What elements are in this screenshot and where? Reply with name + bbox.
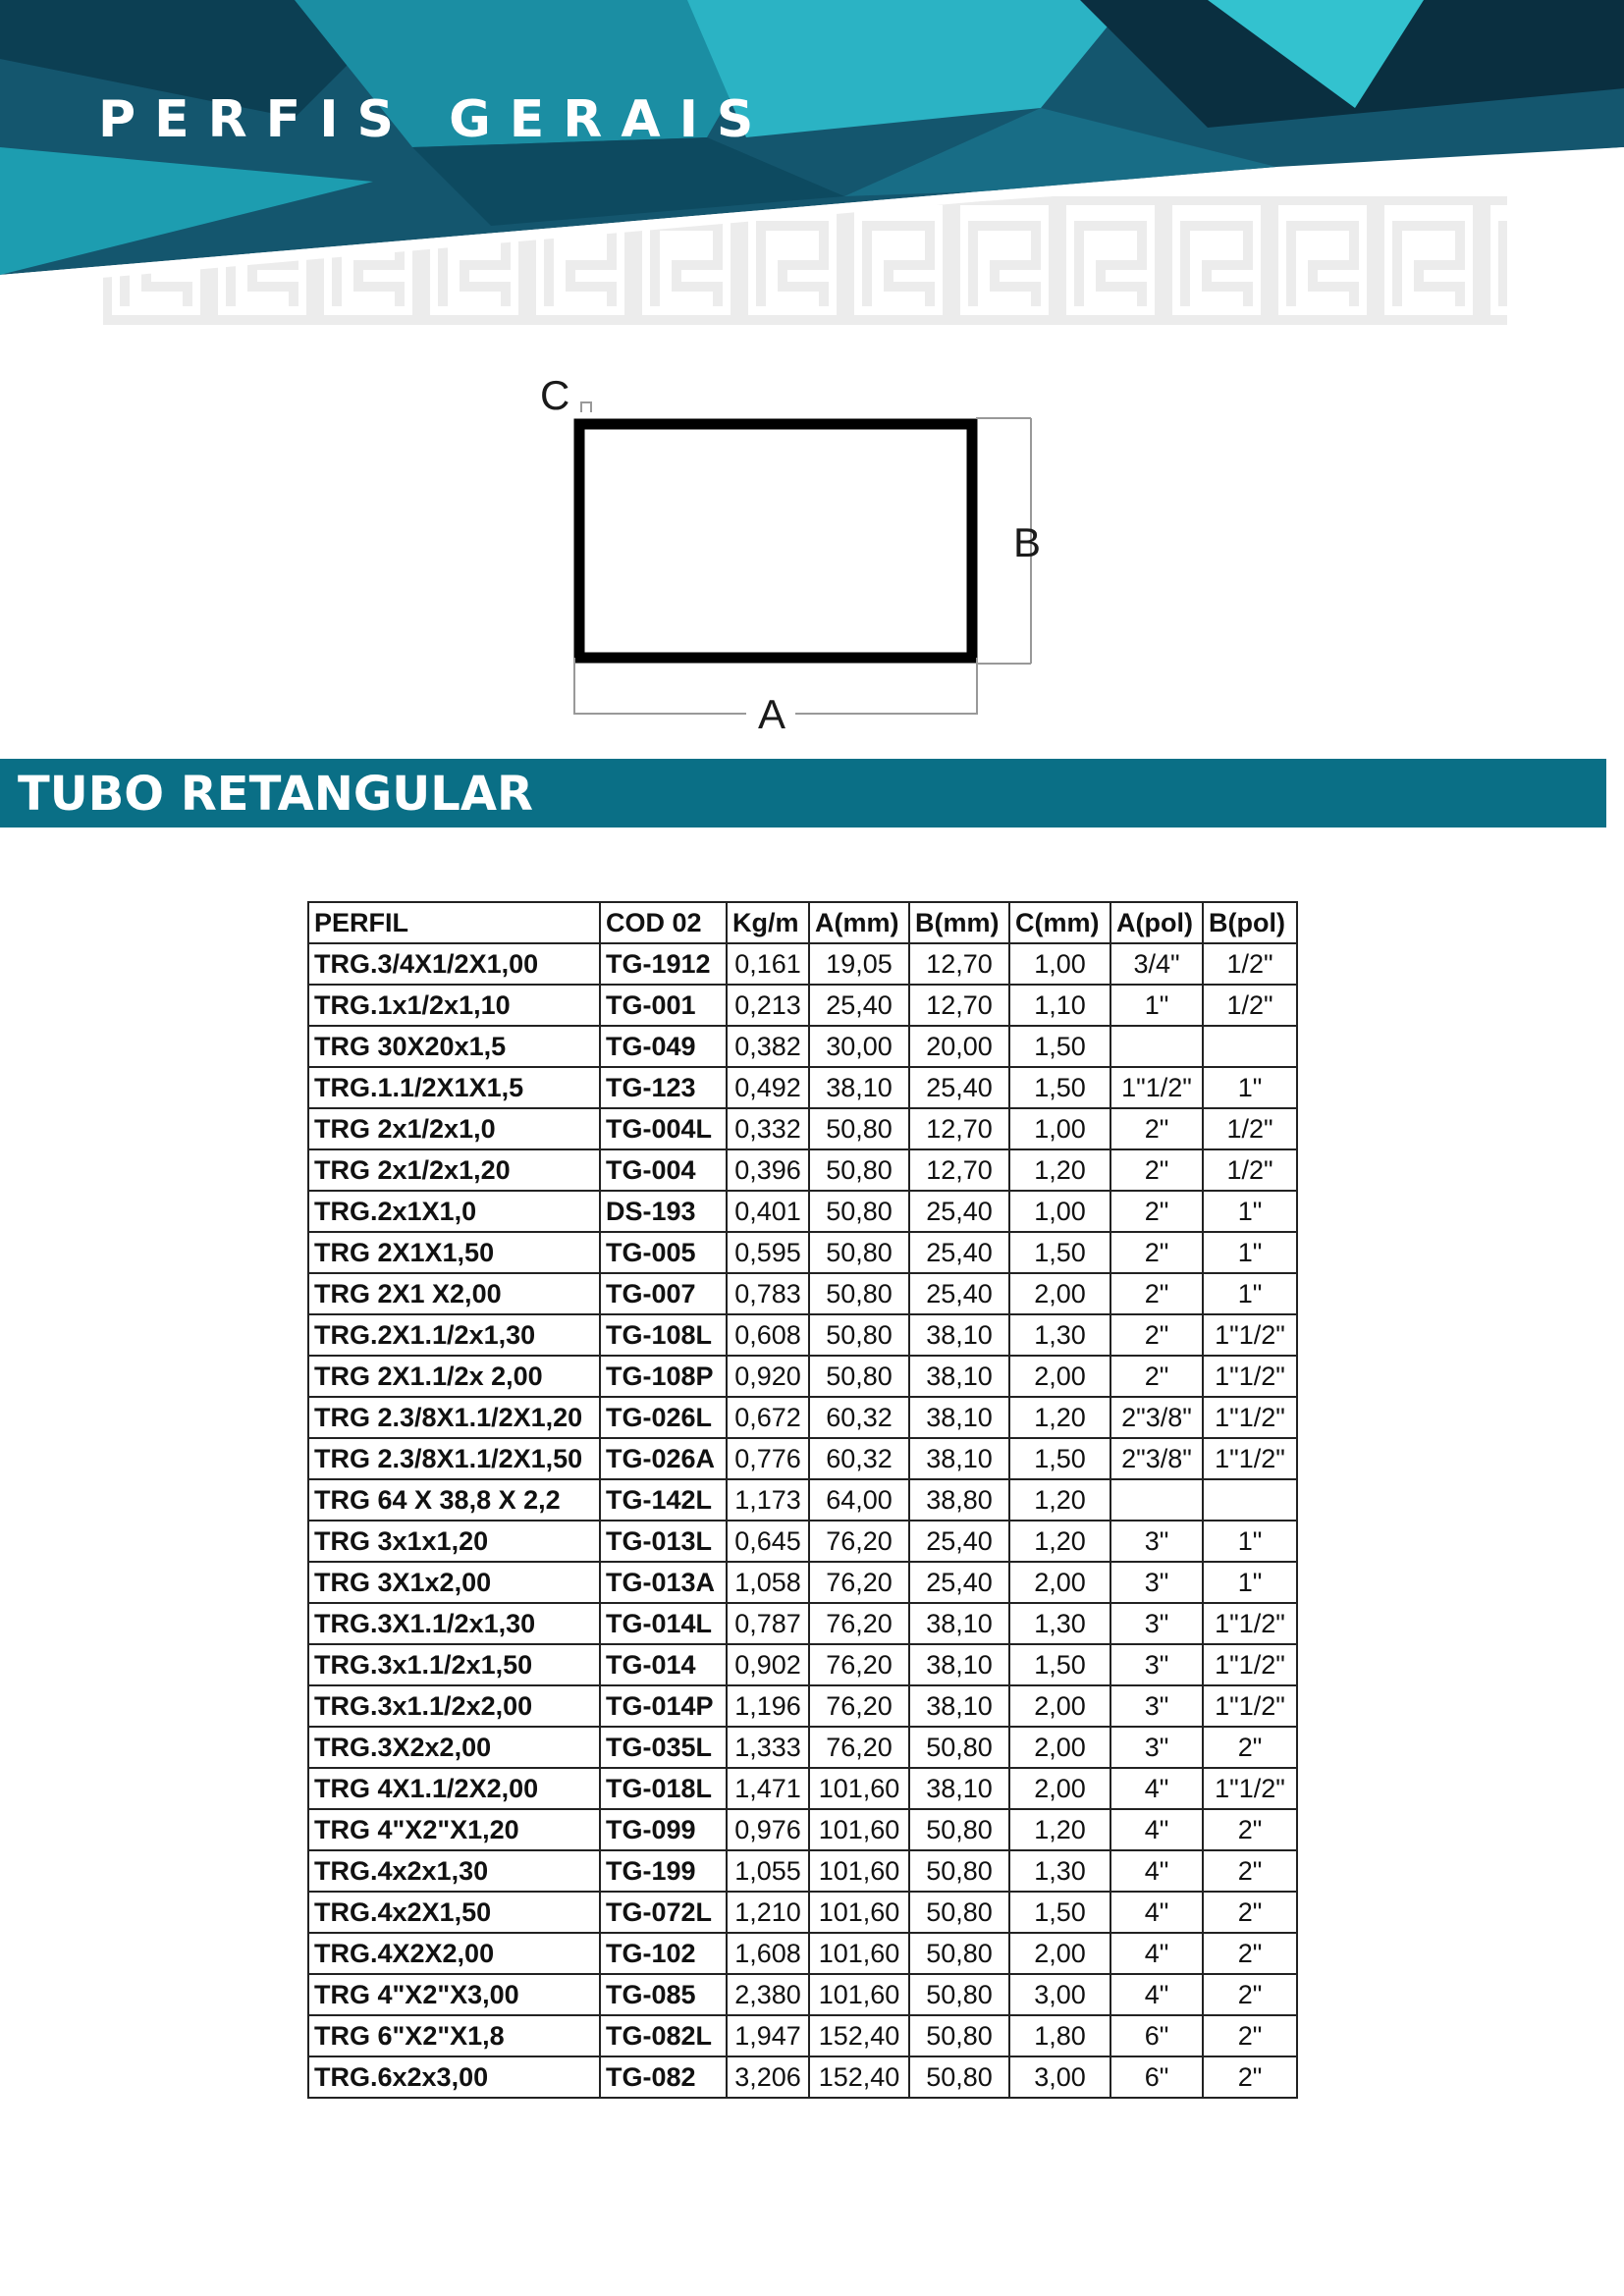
- cell-perfil: TRG.4X2X2,00: [308, 1933, 600, 1974]
- cell-cod: TG-1912: [600, 943, 727, 985]
- banner-graphic: [0, 0, 1624, 334]
- cell-b-pol: 2": [1203, 1727, 1297, 1768]
- cell-cod: DS-193: [600, 1191, 727, 1232]
- cell-a-pol: 2": [1110, 1356, 1203, 1397]
- cell-b-mm: 38,10: [909, 1314, 1009, 1356]
- cell-a-mm: 50,80: [809, 1108, 909, 1149]
- column-header-perfil: PERFIL: [308, 902, 600, 943]
- cell-cod: TG-026L: [600, 1397, 727, 1438]
- cell-a-mm: 50,80: [809, 1149, 909, 1191]
- cell-a-mm: 19,05: [809, 943, 909, 985]
- cell-b-pol: 2": [1203, 2015, 1297, 2056]
- cell-kg-m: 1,196: [727, 1685, 809, 1727]
- cell-perfil: TRG 3X1x2,00: [308, 1562, 600, 1603]
- cell-b-mm: 12,70: [909, 943, 1009, 985]
- cell-perfil: TRG 2X1.1/2x 2,00: [308, 1356, 600, 1397]
- cell-a-pol: 2": [1110, 1314, 1203, 1356]
- cell-c-mm: 1,10: [1009, 985, 1110, 1026]
- cell-b-mm: 38,10: [909, 1768, 1009, 1809]
- cell-b-mm: 25,40: [909, 1562, 1009, 1603]
- cell-kg-m: 2,380: [727, 1974, 809, 2015]
- cell-b-pol: 1"1/2": [1203, 1314, 1297, 1356]
- table-row: [308, 1521, 1297, 1562]
- cell-kg-m: 1,608: [727, 1933, 809, 1974]
- cell-b-mm: 38,10: [909, 1603, 1009, 1644]
- cell-a-pol: 4": [1110, 1974, 1203, 2015]
- cell-c-mm: 1,30: [1009, 1603, 1110, 1644]
- cell-cod: TG-049: [600, 1026, 727, 1067]
- cell-kg-m: 0,401: [727, 1191, 809, 1232]
- header-banner: [0, 0, 1624, 334]
- cell-perfil: TRG 2x1/2x1,0: [308, 1108, 600, 1149]
- cell-a-pol: 3/4": [1110, 943, 1203, 985]
- cell-b-pol: 1/2": [1203, 985, 1297, 1026]
- cell-b-mm: 38,10: [909, 1397, 1009, 1438]
- cell-a-mm: 101,60: [809, 1892, 909, 1933]
- section-title: TUBO RETANGULAR: [18, 767, 533, 822]
- cell-b-mm: 50,80: [909, 2015, 1009, 2056]
- cell-cod: TG-035L: [600, 1727, 727, 1768]
- cell-a-pol: 6": [1110, 2015, 1203, 2056]
- cell-kg-m: 1,471: [727, 1768, 809, 1809]
- cell-a-mm: 101,60: [809, 1974, 909, 2015]
- cell-kg-m: 0,332: [727, 1108, 809, 1149]
- column-header-kg-m: Kg/m: [727, 902, 809, 943]
- cell-perfil: TRG.1.1/2X1X1,5: [308, 1067, 600, 1108]
- cell-cod: TG-005: [600, 1232, 727, 1273]
- cell-perfil: TRG.3x1.1/2x1,50: [308, 1644, 600, 1685]
- cell-a-pol: 3": [1110, 1562, 1203, 1603]
- cell-b-mm: 12,70: [909, 1149, 1009, 1191]
- cell-b-pol: 1"1/2": [1203, 1685, 1297, 1727]
- cell-b-mm: 12,70: [909, 985, 1009, 1026]
- cell-a-mm: 50,80: [809, 1314, 909, 1356]
- cell-b-mm: 25,40: [909, 1232, 1009, 1273]
- cell-b-mm: 25,40: [909, 1067, 1009, 1108]
- table-row: [308, 985, 1297, 1026]
- table-row: [308, 1108, 1297, 1149]
- cell-a-pol: 4": [1110, 1892, 1203, 1933]
- table-row: [308, 1809, 1297, 1850]
- cell-kg-m: 1,058: [727, 1562, 809, 1603]
- cell-kg-m: 1,173: [727, 1479, 809, 1521]
- cell-b-mm: 50,80: [909, 1892, 1009, 1933]
- cell-c-mm: 2,00: [1009, 1768, 1110, 1809]
- label-a: A: [758, 691, 786, 737]
- cell-c-mm: 1,50: [1009, 1438, 1110, 1479]
- table-row: [308, 1232, 1297, 1273]
- cell-a-mm: 30,00: [809, 1026, 909, 1067]
- cell-a-mm: 76,20: [809, 1727, 909, 1768]
- cell-a-pol: 3": [1110, 1521, 1203, 1562]
- cell-a-pol: 4": [1110, 1809, 1203, 1850]
- cell-kg-m: 0,783: [727, 1273, 809, 1314]
- cell-b-pol: 1"1/2": [1203, 1644, 1297, 1685]
- cell-b-pol: 1": [1203, 1273, 1297, 1314]
- cell-b-pol: 2": [1203, 2056, 1297, 2098]
- profile-diagram: [511, 363, 1060, 746]
- cell-a-pol: 4": [1110, 1768, 1203, 1809]
- cell-c-mm: 2,00: [1009, 1727, 1110, 1768]
- cell-b-pol: 2": [1203, 1974, 1297, 2015]
- cell-b-mm: 50,80: [909, 1933, 1009, 1974]
- table-row: [308, 2056, 1297, 2098]
- cell-b-mm: 12,70: [909, 1108, 1009, 1149]
- spec-table: [307, 901, 1298, 2099]
- cell-kg-m: 0,396: [727, 1149, 809, 1191]
- cell-c-mm: 2,00: [1009, 1685, 1110, 1727]
- cell-c-mm: 1,30: [1009, 1850, 1110, 1892]
- cell-cod: TG-082L: [600, 2015, 727, 2056]
- table-header-row: [308, 902, 1297, 943]
- cell-cod: TG-108L: [600, 1314, 727, 1356]
- cell-b-mm: 38,10: [909, 1685, 1009, 1727]
- cell-cod: TG-026A: [600, 1438, 727, 1479]
- cell-perfil: TRG 6"X2"X1,8: [308, 2015, 600, 2056]
- cell-b-mm: 38,10: [909, 1356, 1009, 1397]
- cell-a-pol: 2": [1110, 1232, 1203, 1273]
- cell-c-mm: 1,50: [1009, 1067, 1110, 1108]
- cell-b-pol: 2": [1203, 1809, 1297, 1850]
- column-header-c-mm: C(mm): [1009, 902, 1110, 943]
- cell-cod: TG-014P: [600, 1685, 727, 1727]
- cell-b-mm: 50,80: [909, 1727, 1009, 1768]
- table-row: [308, 1974, 1297, 2015]
- table-row: [308, 1149, 1297, 1191]
- cell-c-mm: 1,50: [1009, 1232, 1110, 1273]
- cell-cod: TG-018L: [600, 1768, 727, 1809]
- rectangular-tube-drawing: [511, 363, 1060, 746]
- cell-perfil: TRG 4"X2"X3,00: [308, 1974, 600, 2015]
- cell-kg-m: 1,947: [727, 2015, 809, 2056]
- cell-perfil: TRG.2x1X1,0: [308, 1191, 600, 1232]
- cell-a-mm: 50,80: [809, 1356, 909, 1397]
- cell-kg-m: 0,608: [727, 1314, 809, 1356]
- cell-kg-m: 0,920: [727, 1356, 809, 1397]
- table-row: [308, 1397, 1297, 1438]
- cell-cod: TG-004: [600, 1149, 727, 1191]
- spec-table-container: [307, 901, 1298, 2099]
- column-header-a-pol: A(pol): [1110, 902, 1203, 943]
- cell-a-pol: 1": [1110, 985, 1203, 1026]
- cell-perfil: TRG.1x1/2x1,10: [308, 985, 600, 1026]
- cell-a-pol: 2": [1110, 1273, 1203, 1314]
- cell-a-mm: 101,60: [809, 1768, 909, 1809]
- cell-perfil: TRG.3x1.1/2x2,00: [308, 1685, 600, 1727]
- cell-a-mm: 76,20: [809, 1521, 909, 1562]
- cell-b-pol: 1"1/2": [1203, 1438, 1297, 1479]
- table-row: [308, 1191, 1297, 1232]
- cell-b-mm: 38,80: [909, 1479, 1009, 1521]
- cell-kg-m: 0,776: [727, 1438, 809, 1479]
- cell-b-pol: 1"1/2": [1203, 1397, 1297, 1438]
- cell-b-mm: 50,80: [909, 2056, 1009, 2098]
- cell-c-mm: 3,00: [1009, 1974, 1110, 2015]
- cell-a-mm: 152,40: [809, 2015, 909, 2056]
- cell-b-mm: 50,80: [909, 1974, 1009, 2015]
- cell-c-mm: 1,00: [1009, 1191, 1110, 1232]
- cell-kg-m: 0,787: [727, 1603, 809, 1644]
- cell-c-mm: 1,20: [1009, 1521, 1110, 1562]
- table-row: [308, 1438, 1297, 1479]
- cell-cod: TG-099: [600, 1809, 727, 1850]
- cell-cod: TG-108P: [600, 1356, 727, 1397]
- cell-a-mm: 60,32: [809, 1438, 909, 1479]
- cell-b-mm: 20,00: [909, 1026, 1009, 1067]
- cell-a-mm: 50,80: [809, 1232, 909, 1273]
- banner-title: PERFIS GERAIS: [98, 90, 773, 149]
- cell-b-pol: 1/2": [1203, 1149, 1297, 1191]
- table-row: [308, 1026, 1297, 1067]
- cell-perfil: TRG 2X1 X2,00: [308, 1273, 600, 1314]
- cell-c-mm: 1,50: [1009, 1892, 1110, 1933]
- cell-cod: TG-123: [600, 1067, 727, 1108]
- cell-a-mm: 76,20: [809, 1685, 909, 1727]
- cell-c-mm: 2,00: [1009, 1273, 1110, 1314]
- cell-b-pol: 1"1/2": [1203, 1356, 1297, 1397]
- cell-c-mm: 3,00: [1009, 2056, 1110, 2098]
- table-row: [308, 943, 1297, 985]
- table-row: [308, 1768, 1297, 1809]
- cell-cod: TG-007: [600, 1273, 727, 1314]
- cell-perfil: TRG 4"X2"X1,20: [308, 1809, 600, 1850]
- cell-perfil: TRG.3/4X1/2X1,00: [308, 943, 600, 985]
- cell-c-mm: 1,80: [1009, 2015, 1110, 2056]
- table-row: [308, 1603, 1297, 1644]
- cell-b-pol: 1/2": [1203, 1108, 1297, 1149]
- cell-kg-m: 0,976: [727, 1809, 809, 1850]
- cell-cod: TG-142L: [600, 1479, 727, 1521]
- cell-c-mm: 1,20: [1009, 1397, 1110, 1438]
- cell-b-pol: 1": [1203, 1067, 1297, 1108]
- column-header-a-mm: A(mm): [809, 902, 909, 943]
- cell-kg-m: 1,210: [727, 1892, 809, 1933]
- cell-b-pol: 1": [1203, 1562, 1297, 1603]
- cell-a-mm: 50,80: [809, 1191, 909, 1232]
- cell-perfil: TRG 2X1X1,50: [308, 1232, 600, 1273]
- cell-kg-m: 0,645: [727, 1521, 809, 1562]
- cell-c-mm: 1,50: [1009, 1026, 1110, 1067]
- table-row: [308, 1727, 1297, 1768]
- cell-a-mm: 76,20: [809, 1603, 909, 1644]
- cell-c-mm: 2,00: [1009, 1562, 1110, 1603]
- cell-perfil: TRG 3x1x1,20: [308, 1521, 600, 1562]
- cell-a-pol: [1110, 1026, 1203, 1067]
- cell-a-pol: 6": [1110, 2056, 1203, 2098]
- cell-a-pol: 2": [1110, 1149, 1203, 1191]
- cell-kg-m: 1,055: [727, 1850, 809, 1892]
- cell-c-mm: 1,20: [1009, 1149, 1110, 1191]
- cell-a-mm: 64,00: [809, 1479, 909, 1521]
- cell-b-mm: 25,40: [909, 1521, 1009, 1562]
- cell-a-mm: 76,20: [809, 1562, 909, 1603]
- table-row: [308, 1562, 1297, 1603]
- cell-b-pol: 1": [1203, 1521, 1297, 1562]
- cell-b-mm: 25,40: [909, 1273, 1009, 1314]
- cell-c-mm: 2,00: [1009, 1933, 1110, 1974]
- cell-b-pol: 2": [1203, 1933, 1297, 1974]
- table-row: [308, 1273, 1297, 1314]
- table-row: [308, 1685, 1297, 1727]
- cell-a-pol: 4": [1110, 1850, 1203, 1892]
- cell-b-mm: 50,80: [909, 1850, 1009, 1892]
- cell-perfil: TRG.3X2x2,00: [308, 1727, 600, 1768]
- table-row: [308, 1067, 1297, 1108]
- cell-kg-m: 1,333: [727, 1727, 809, 1768]
- cell-a-mm: 76,20: [809, 1644, 909, 1685]
- cell-cod: TG-102: [600, 1933, 727, 1974]
- cell-c-mm: 1,00: [1009, 1108, 1110, 1149]
- cell-kg-m: 0,595: [727, 1232, 809, 1273]
- table-row: [308, 1479, 1297, 1521]
- cell-b-pol: 2": [1203, 1850, 1297, 1892]
- cell-b-pol: 1/2": [1203, 943, 1297, 985]
- cell-kg-m: 0,161: [727, 943, 809, 985]
- table-row: [308, 1356, 1297, 1397]
- table-row: [308, 1850, 1297, 1892]
- cell-a-mm: 101,60: [809, 1933, 909, 1974]
- table-row: [308, 2015, 1297, 2056]
- tube-outline: [579, 424, 972, 658]
- cell-a-pol: [1110, 1479, 1203, 1521]
- cell-a-pol: 4": [1110, 1933, 1203, 1974]
- table-row: [308, 1644, 1297, 1685]
- section-title-bar: [0, 759, 1606, 828]
- cell-cod: TG-013A: [600, 1562, 727, 1603]
- cell-cod: TG-004L: [600, 1108, 727, 1149]
- label-c: C: [540, 372, 570, 418]
- cell-c-mm: 1,30: [1009, 1314, 1110, 1356]
- cell-c-mm: 1,50: [1009, 1644, 1110, 1685]
- cell-c-mm: 1,00: [1009, 943, 1110, 985]
- cell-b-pol: [1203, 1026, 1297, 1067]
- cell-a-pol: 2": [1110, 1108, 1203, 1149]
- cell-kg-m: 0,672: [727, 1397, 809, 1438]
- cell-c-mm: 1,20: [1009, 1809, 1110, 1850]
- cell-a-pol: 3": [1110, 1603, 1203, 1644]
- cell-perfil: TRG 2x1/2x1,20: [308, 1149, 600, 1191]
- table-body: [308, 943, 1297, 2098]
- cell-a-pol: 3": [1110, 1685, 1203, 1727]
- table-row: [308, 1314, 1297, 1356]
- column-header-b-pol: B(pol): [1203, 902, 1297, 943]
- cell-a-pol: 3": [1110, 1644, 1203, 1685]
- cell-b-pol: 1"1/2": [1203, 1603, 1297, 1644]
- cell-perfil: TRG 64 X 38,8 X 2,2: [308, 1479, 600, 1521]
- cell-cod: TG-014L: [600, 1603, 727, 1644]
- cell-a-pol: 1"1/2": [1110, 1067, 1203, 1108]
- label-b: B: [1013, 519, 1042, 565]
- cell-kg-m: 0,492: [727, 1067, 809, 1108]
- table-row: [308, 1892, 1297, 1933]
- cell-perfil: TRG.3X1.1/2x1,30: [308, 1603, 600, 1644]
- cell-perfil: TRG.2X1.1/2x1,30: [308, 1314, 600, 1356]
- cell-perfil: TRG.4x2x1,30: [308, 1850, 600, 1892]
- cell-b-mm: 50,80: [909, 1809, 1009, 1850]
- cell-a-pol: 2"3/8": [1110, 1438, 1203, 1479]
- cell-b-mm: 38,10: [909, 1438, 1009, 1479]
- cell-b-pol: [1203, 1479, 1297, 1521]
- column-header-b-mm: B(mm): [909, 902, 1009, 943]
- cell-a-pol: 2"3/8": [1110, 1397, 1203, 1438]
- column-header-cod: COD 02: [600, 902, 727, 943]
- cell-kg-m: 0,382: [727, 1026, 809, 1067]
- cell-perfil: TRG.4x2X1,50: [308, 1892, 600, 1933]
- cell-a-mm: 152,40: [809, 2056, 909, 2098]
- cell-cod: TG-082: [600, 2056, 727, 2098]
- cell-kg-m: 3,206: [727, 2056, 809, 2098]
- cell-perfil: TRG 2.3/8X1.1/2X1,20: [308, 1397, 600, 1438]
- cell-cod: TG-001: [600, 985, 727, 1026]
- cell-b-mm: 38,10: [909, 1644, 1009, 1685]
- cell-a-pol: 3": [1110, 1727, 1203, 1768]
- cell-a-mm: 25,40: [809, 985, 909, 1026]
- cell-a-mm: 38,10: [809, 1067, 909, 1108]
- cell-perfil: TRG 2.3/8X1.1/2X1,50: [308, 1438, 600, 1479]
- cell-kg-m: 0,902: [727, 1644, 809, 1685]
- cell-perfil: TRG 4X1.1/2X2,00: [308, 1768, 600, 1809]
- table-row: [308, 1933, 1297, 1974]
- cell-b-pol: 1": [1203, 1232, 1297, 1273]
- cell-a-mm: 60,32: [809, 1397, 909, 1438]
- cell-c-mm: 1,20: [1009, 1479, 1110, 1521]
- cell-a-mm: 101,60: [809, 1809, 909, 1850]
- cell-cod: TG-199: [600, 1850, 727, 1892]
- cell-cod: TG-085: [600, 1974, 727, 2015]
- cell-cod: TG-014: [600, 1644, 727, 1685]
- cell-a-pol: 2": [1110, 1191, 1203, 1232]
- cell-cod: TG-013L: [600, 1521, 727, 1562]
- cell-b-pol: 1": [1203, 1191, 1297, 1232]
- cell-perfil: TRG.6x2x3,00: [308, 2056, 600, 2098]
- cell-a-mm: 101,60: [809, 1850, 909, 1892]
- cell-b-mm: 25,40: [909, 1191, 1009, 1232]
- cell-a-mm: 50,80: [809, 1273, 909, 1314]
- cell-cod: TG-072L: [600, 1892, 727, 1933]
- cell-perfil: TRG 30X20x1,5: [308, 1026, 600, 1067]
- cell-c-mm: 2,00: [1009, 1356, 1110, 1397]
- cell-b-pol: 2": [1203, 1892, 1297, 1933]
- cell-kg-m: 0,213: [727, 985, 809, 1026]
- cell-b-pol: 1"1/2": [1203, 1768, 1297, 1809]
